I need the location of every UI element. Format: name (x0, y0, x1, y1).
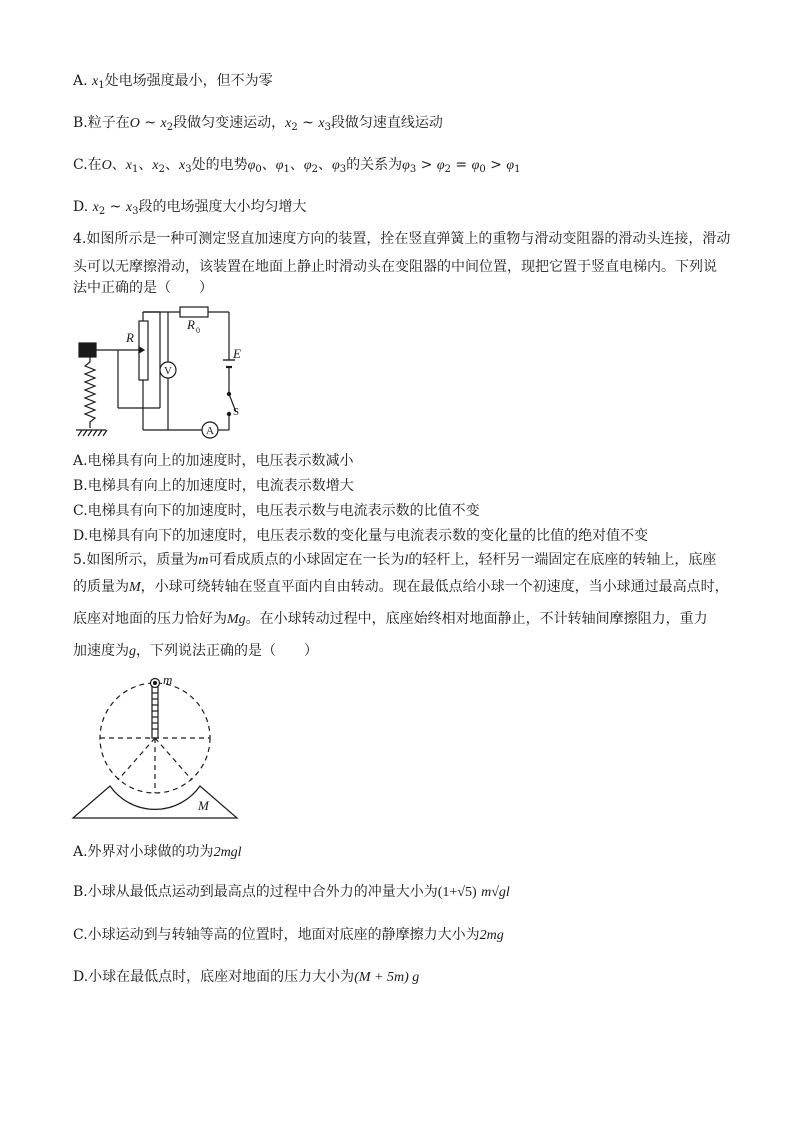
label-big-m: M (198, 798, 209, 813)
spring (85, 357, 95, 428)
label-s: S (233, 406, 240, 418)
q3-option-d: D. $x_2$ ~ $x_3$段的电场强度大小均匀增大 (73, 199, 307, 217)
svg-text:0: 0 (196, 326, 200, 335)
label-r0: R (187, 317, 195, 332)
q5-rotating-ball-figure (70, 670, 242, 822)
q3-option-a: A. $x_1$处电场强度最小，但不为零 (73, 73, 273, 91)
q5-stem-line-4: 加速度为g，下列说法正确的是（ ） (73, 643, 318, 659)
label-r: R (126, 330, 134, 345)
q4-circuit-figure (70, 300, 250, 442)
label-v: V (164, 365, 172, 377)
q5-stem-line-2: 的质量为M，小球可绕转轴在竖直平面内自由转动。现在最低点给小球一个初速度，当小球通过最高点时， (73, 579, 729, 595)
q4-option-d: D.电梯具有向下的加速度时，电压表示数的变化量与电流表示数的变化量的比值的绝对值不变 (73, 528, 649, 544)
q4-stem-line-2: 头可以无摩擦滑动，该装置在地面上静止时滑动头在变阻器的中间位置，现把它置于竖直电梯内。下列说 (73, 259, 717, 275)
label-e: E (233, 346, 241, 361)
light-rod (152, 687, 158, 738)
q4-option-c: C.电梯具有向下的加速度时，电压表示数与电流表示数的比值不变 (73, 503, 480, 519)
resistor-r0 (180, 307, 208, 317)
weight-block (79, 343, 96, 357)
q5-stem-line-1: 5.如图所示，质量为m可看成质点的小球固定在一长为l的轻杆上，轻杆另一端固定在底座的转轴上，底座 (73, 552, 717, 568)
label-m: m (163, 672, 173, 687)
q4-option-b: B.电梯具有向上的加速度时，电流表示数增大 (73, 478, 354, 494)
q4-stem-line-3: 法中正确的是（ ） (73, 280, 213, 296)
q5-option-c: C.小球运动到与转轴等高的位置时，地面对底座的静摩擦力大小为2mg (73, 927, 504, 943)
q3-option-c: C.在O、$x_1$、$x_2$、$x_3$处的电势$\varphi_0$、$\varphi_1$、$\varphi_2$、$\varphi_3$的关系为$\varphi_3 > \varphi_2 = \varphi_0 > \varphi_1$ (73, 157, 521, 175)
q4-stem-line-1: 4.如图所示是一种可测定竖直加速度方向的装置，拴在竖直弹簧上的重物与滑动变阻器的滑动头连接，滑动 (73, 231, 731, 247)
q5-stem-line-3: 底座对地面的压力恰好为Mg。在小球转动过程中，底座始终相对地面静止，不计转轴间摩擦阻力，重力 (73, 611, 708, 627)
q3-option-b: B.粒子在O ~ $x_2$段做匀变速运动，$x_2$ ~ $x_3$段做匀速直线运动 (73, 115, 443, 133)
q4-option-a: A.电梯具有向上的加速度时，电压表示数减小 (73, 453, 354, 469)
q5-option-a: A.外界对小球做的功为2mgl (73, 844, 242, 860)
label-a: A (206, 425, 214, 437)
q5-option-d: D.小球在最低点时，底座对地面的压力大小为(M + 5m) g (73, 969, 420, 985)
q5-option-b: B.小球从最低点运动到最高点的过程中合外力的冲量大小为(1+√5) m√gl (73, 884, 510, 900)
base (73, 786, 237, 818)
